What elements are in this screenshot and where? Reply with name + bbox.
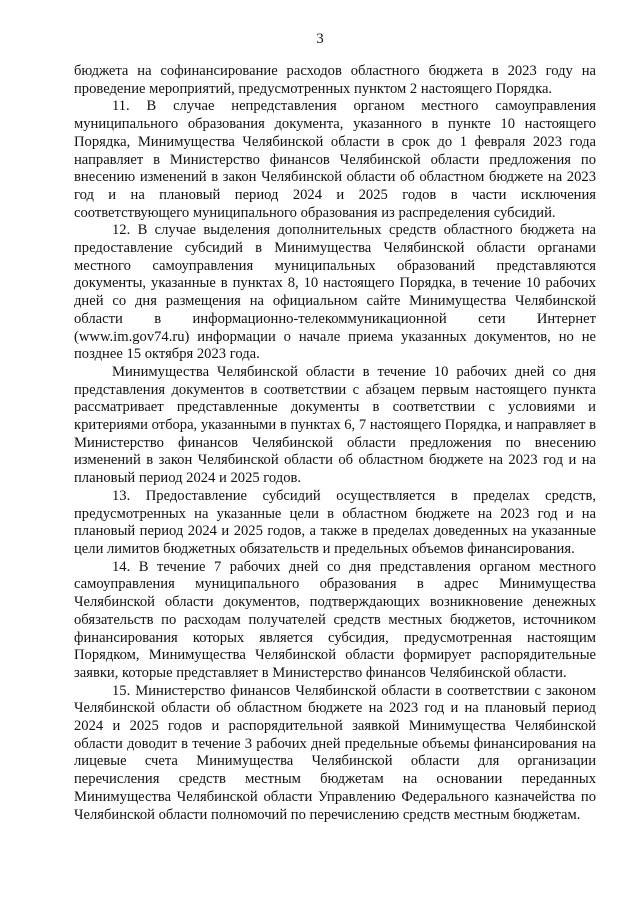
paragraph-item-14: 14. В течение 7 рабочих дней со дня представления органом местного самоуправления муниципального образования в адрес Минимущества Челябинской области документов, подтверждающих возникновение денежных обязательств по расходам получателей средств местных бюджетов, источником финансирования которых является субсидия, предусмотренная настоящим Порядком, Минимущества Челябинской области формирует распорядительные заявки, которые представляет в Министерство финансов Челябинской области.: [74, 558, 596, 681]
page-number: 3: [316, 31, 324, 47]
paragraph-item-12-part-2: Минимущества Челябинской области в течение 10 рабочих дней со дня представления документов в соответствии с абзацем первым настоящего пункта рассматривает представленные документы в соответствии с условиями и критериями отбора, указанными в пунктах 6, 7 настоящего Порядка, и направляет в Министерство финансов Челябинской области предложения по внесению изменений в закон Челябинской области об областном бюджете на 2023 год и на плановый период 2024 и 2025 годов.: [74, 363, 596, 487]
paragraph-item-13: 13. Предоставление субсидий осуществляется в пределах средств, предусмотренных на указанные цели в областном бюджете на 2023 год и на плановый период 2024 и 2025 годов, а также в пределах доведенных на указанные цели лимитов бюджетных обязательств и предельных объемов финансирования.: [74, 487, 596, 557]
paragraph-item-12: 12. В случае выделения дополнительных средств областного бюджета на предоставление субсидий в Минимущества Челябинской области органами местного самоуправления муниципальных образований представляются документы, указанные в пунктах 8, 10 настоящего Порядка, в течение 10 рабочих дней со дня размещения на официальном сайте Минимущества Челябинской области в информационно-телекоммуникационной сети Интернет (www.im.gov74.ru) информации о начале приема указанных документов, но не позднее 15 октября 2023 года.: [74, 222, 596, 363]
paragraph-item-15: 15. Министерство финансов Челябинской области в соответствии с законом Челябинской области об областном бюджете на 2023 год и на плановый период 2024 и 2025 годов и распорядительной заявкой Минимущества Челябинской области доводит в течение 3 рабочих дней предельные объемы финансирования на лицевые счета Минимущества Челябинской области для организации перечисления средств местным бюджетам на основании переданных Минимущества Челябинской области Управлению Федерального казначейства по Челябинской области полномочий по перечислению средств местным бюджетам.: [74, 682, 596, 823]
document-body: [74, 63, 596, 824]
paragraph-continuation: бюджета на софинансирование расходов областного бюджета в 2023 году на проведение мероприятий, предусмотренных пунктом 2 настоящего Порядка.: [74, 63, 596, 97]
paragraph-item-11: 11. В случае непредставления органом местного самоуправления муниципального образования документа, указанного в пункте 10 настоящего Порядка, Минимущества Челябинской области в срок до 1 февраля 2023 года направляет в Министерство финансов Челябинской области предложения по внесению изменений в закон Челябинской области об областном бюджете на 2023 год и на плановый период 2024 и 2025 годов в части исключения соответствующего муниципального образования из распределения субсидий.: [74, 98, 596, 221]
